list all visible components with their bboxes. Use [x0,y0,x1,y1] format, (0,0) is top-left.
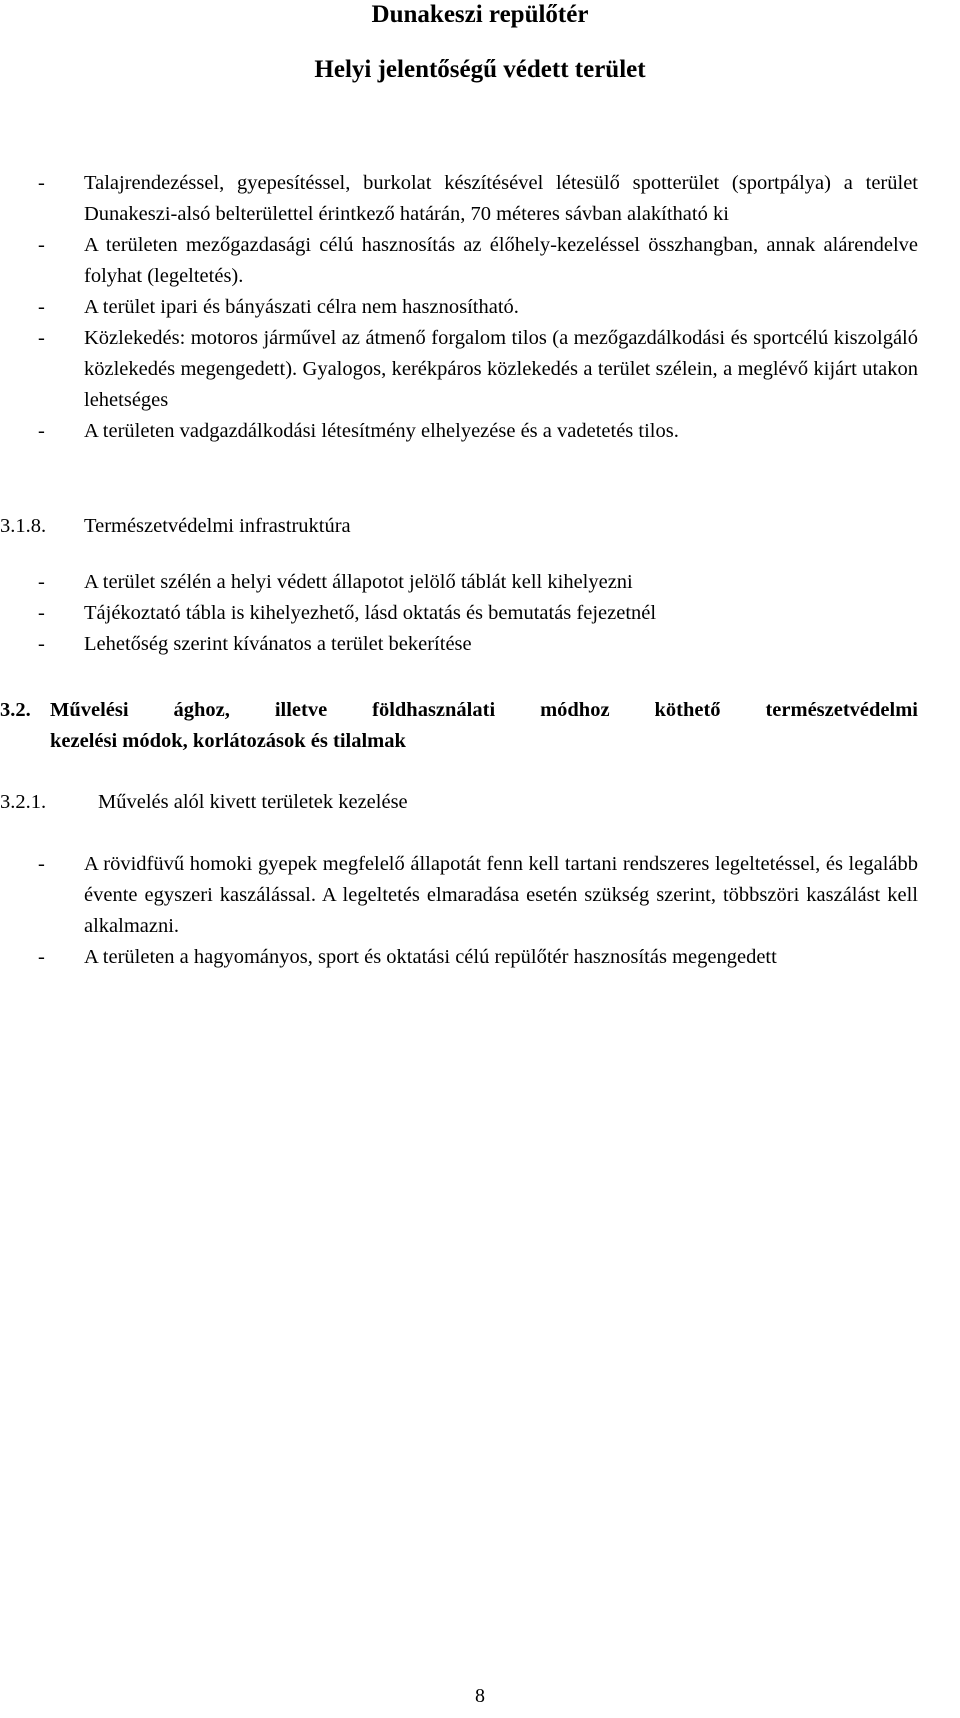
section-title-line-1: Művelési ághoz, illetve földhasználati módhoz köthető természetvédelmi [50,699,918,721]
list-item [38,849,918,942]
section-number: 3.1.8. [0,515,47,537]
list-item-text: A területen mezőgazdasági célú hasznosítás az élőhely-kezeléssel összhangban, annak alárendelve folyhat (legeltetés). [84,234,918,287]
page-number: 8 [475,1685,485,1707]
management-list [38,849,918,973]
bullet-dash: - [38,172,45,194]
list-item [38,323,918,416]
list-item-text: Lehetőség szerint kívánatos a terület bekerítése [84,633,472,655]
regulation-list [38,168,918,447]
list-item [38,168,918,230]
section-number: 3.2. [0,699,31,721]
list-item [38,629,918,660]
section-heading-3-2 [0,695,918,757]
bullet-dash: - [38,853,45,875]
list-item-text: Talajrendezéssel, gyepesítéssel, burkolat készítésével létesülő spotterület (sportpálya) a terület Dunakeszi-alsó belterülettel érintkező határán, 70 méteres sávban alakítható ki [84,172,918,225]
infrastructure-list [38,567,918,660]
list-item-text: Közlekedés: motoros járművel az átmenő forgalom tilos (a mezőgazdálkodási és sportcélú kiszolgáló közlekedés megengedett). Gyalogos, kerékpáros közlekedés a terület szélein, a meglévő kijárt utakon lehetséges [84,327,918,411]
bullet-dash: - [38,420,45,442]
list-item-text: A területen vadgazdálkodási létesítmény elhelyezése és a vadetetés tilos. [84,420,679,442]
list-item [38,942,918,973]
bullet-dash: - [38,234,45,256]
list-item [38,598,918,629]
bullet-dash: - [38,946,45,968]
list-item [38,416,918,447]
document-subtitle: Helyi jelentőségű védett terület [314,56,646,83]
bullet-dash: - [38,571,45,593]
list-item-text: A terület szélén a helyi védett állapotot jelölő táblát kell kihelyezni [84,571,633,593]
list-item-text: A terület ipari és bányászati célra nem hasznosítható. [84,296,519,318]
section-number: 3.2.1. [0,791,47,813]
bullet-dash: - [38,327,45,349]
section-title: Művelés alól kivett területek kezelése [98,791,408,813]
bullet-dash: - [38,633,45,655]
document-title: Dunakeszi repülőtér [371,1,589,28]
list-item [38,230,918,292]
section-title: Természetvédelmi infrastruktúra [84,515,351,537]
bullet-dash: - [38,296,45,318]
section-title-line-2: kezelési módok, korlátozások és tilalmak [50,730,406,752]
list-item-text: A területen a hagyományos, sport és oktatási célú repülőtér hasznosítás megengedett [84,946,777,968]
bullet-dash: - [38,602,45,624]
list-item [38,292,918,323]
list-item-text: Tájékoztató tábla is kihelyezhető, lásd oktatás és bemutatás fejezetnél [84,602,657,624]
list-item-text: A rövidfüvű homoki gyepek megfelelő állapotát fenn kell tartani rendszeres legeltetéssel, és legalább évente egyszeri kaszálással. A legeltetés elmaradása esetén szükség szerint, többszöri kaszálást kell alkalmazni. [84,853,918,937]
list-item [38,567,918,598]
